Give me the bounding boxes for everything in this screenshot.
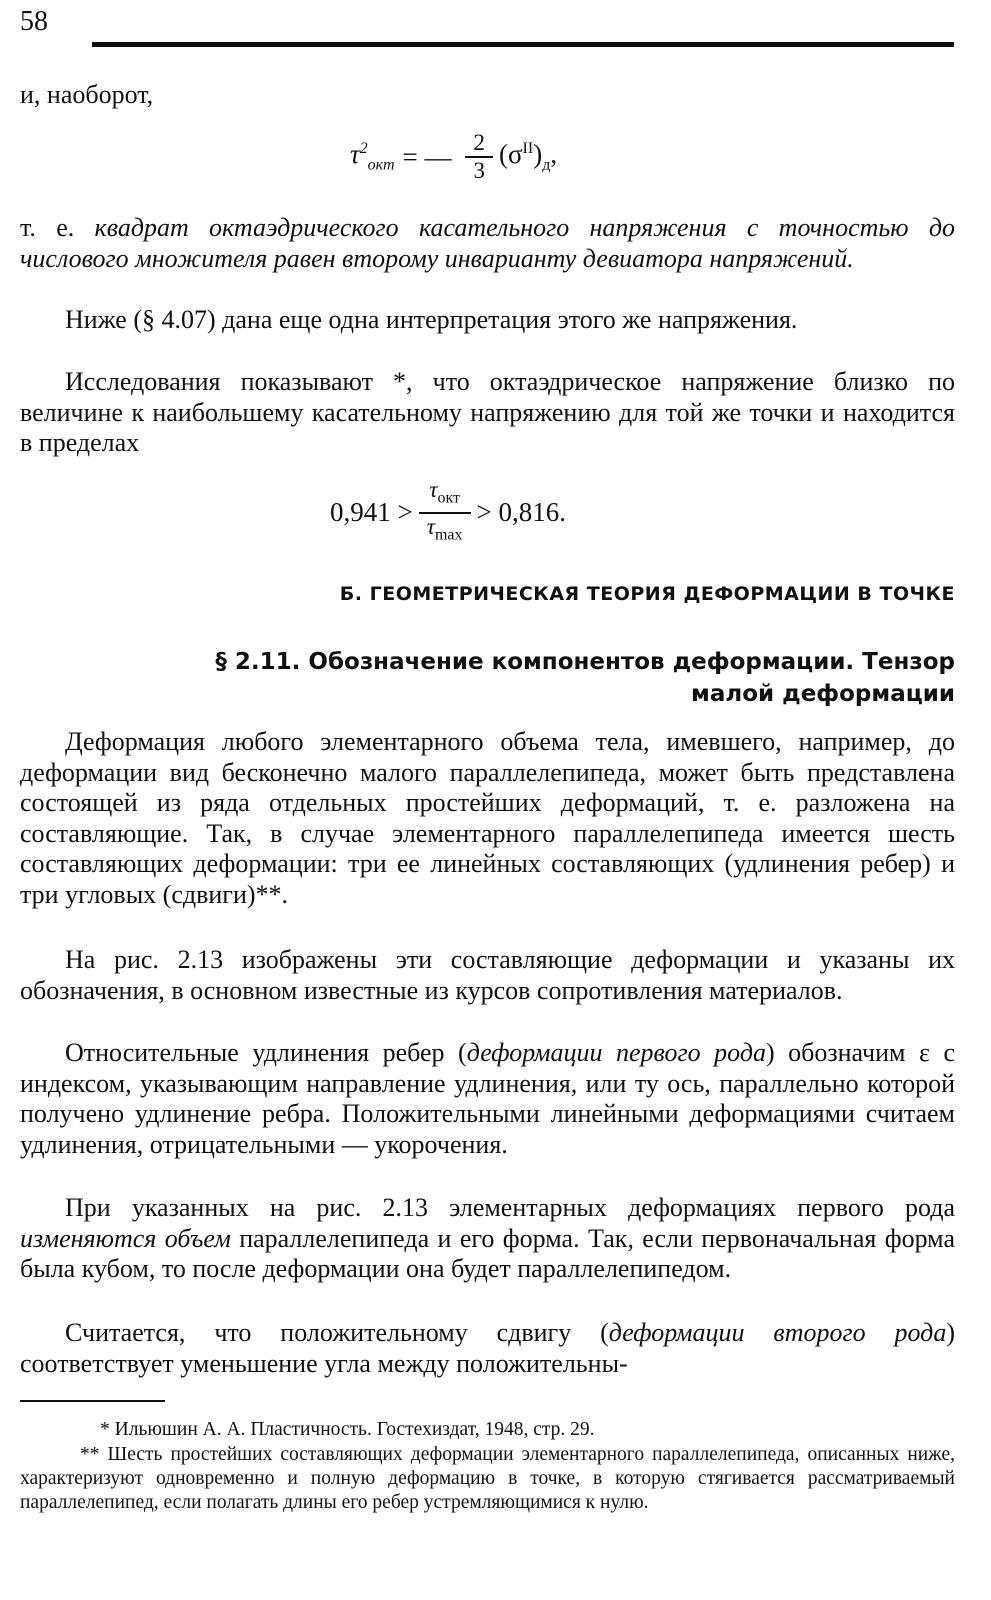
formula2-left: 0,941 >: [330, 497, 413, 528]
footnote-1: * Ильюшин А. А. Пластичность. Гостехиздат, 1948, стр. 29.: [100, 1419, 595, 1440]
header-rule: [92, 42, 954, 47]
formula2-fraction: $\frac{\tau_{окт}}{\tau_{max}}$: [419, 477, 471, 548]
para-research: Исследования показывают *, что октаэдрическое напряжение близко по величине к наибольшему касательному напряжению для той же точки и находится в пределах: [20, 367, 955, 458]
footnote-2: ** Шесть простейших составляющих деформации элементарного параллелепипеда, описанных ниже, характеризуют одновременно и полную деформацию в точке, в которую стягивается рассматриваемый параллелепипед, если полагать длины его ребер устремляющимися к нулю.: [20, 1444, 955, 1513]
intro-line: и, наоборот,: [20, 80, 154, 109]
page: [20, 0, 955, 1600]
body-para-1: Деформация любого элементарного объема тела, имевшего, например, до деформации вид бесконечно малого параллелепипеда, может быть представлена состоящей из ряда отдельных простейших деформаций, т. е. разложена на составляющие. Так, в случае элементарного параллелепипеда имеется шесть составляющих деформации: три ее линейных составляющих (удлинения ребер) и три угловых (сдвиги)**.: [20, 727, 955, 909]
formula-octahedral-squared: [350, 130, 557, 184]
formula-ratio-bounds: [330, 477, 566, 548]
body-para-3: Относительные удлинения ребер (деформации первого рода) обозначим ε с индексом, указывающим направление удлинения, или ту ось, параллельно которой получено удлинение ребра. Положительными линейными деформациями считаем удлинения, отрицательными — укорочения.: [20, 1038, 955, 1159]
body-para-2: На рис. 2.13 изображены эти составляющие деформации и указаны их обозначения, в основном известные из курсов сопротивления материалов.: [20, 945, 955, 1005]
para-interpretation: Ниже (§ 4.07) дана еще одна интерпретация этого же напряжения.: [65, 305, 798, 334]
section-title: § 2.11. Обозначение компонентов деформации. Тензор малой деформации: [215, 649, 955, 707]
formula1-eq: = —: [402, 141, 452, 172]
formula1-lhs: $\tau^2_{окт}$: [350, 139, 395, 174]
formula1-rhs: $(\sigma^{II})_д$,: [498, 139, 558, 174]
formula2-right: > 0,816.: [476, 497, 566, 528]
footnote-rule: [20, 1400, 165, 1402]
body-para-4: При указанных на рис. 2.13 элементарных деформациях первого рода изменяются объем параллелепипеда и его форма. Так, если первоначальная форма была кубом, то после деформации она будет параллелепипедом.: [20, 1193, 955, 1284]
formula1-fraction: $\frac{2}{3}$: [465, 130, 493, 184]
body-para-5: Считается, что положительному сдвигу (деформации второго рода) соответствует уменьшение угла между положительны-: [20, 1318, 955, 1378]
para-octahedral-definition: т. е. квадрат октаэдрического касательного напряжения с точностью до числового множителя равен второму инварианту девиатора напряжений.: [20, 213, 955, 273]
part-title: Б. ГЕОМЕТРИЧЕСКАЯ ТЕОРИЯ ДЕФОРМАЦИИ В ТОЧКЕ: [339, 583, 955, 605]
page-number: 58: [20, 6, 48, 37]
